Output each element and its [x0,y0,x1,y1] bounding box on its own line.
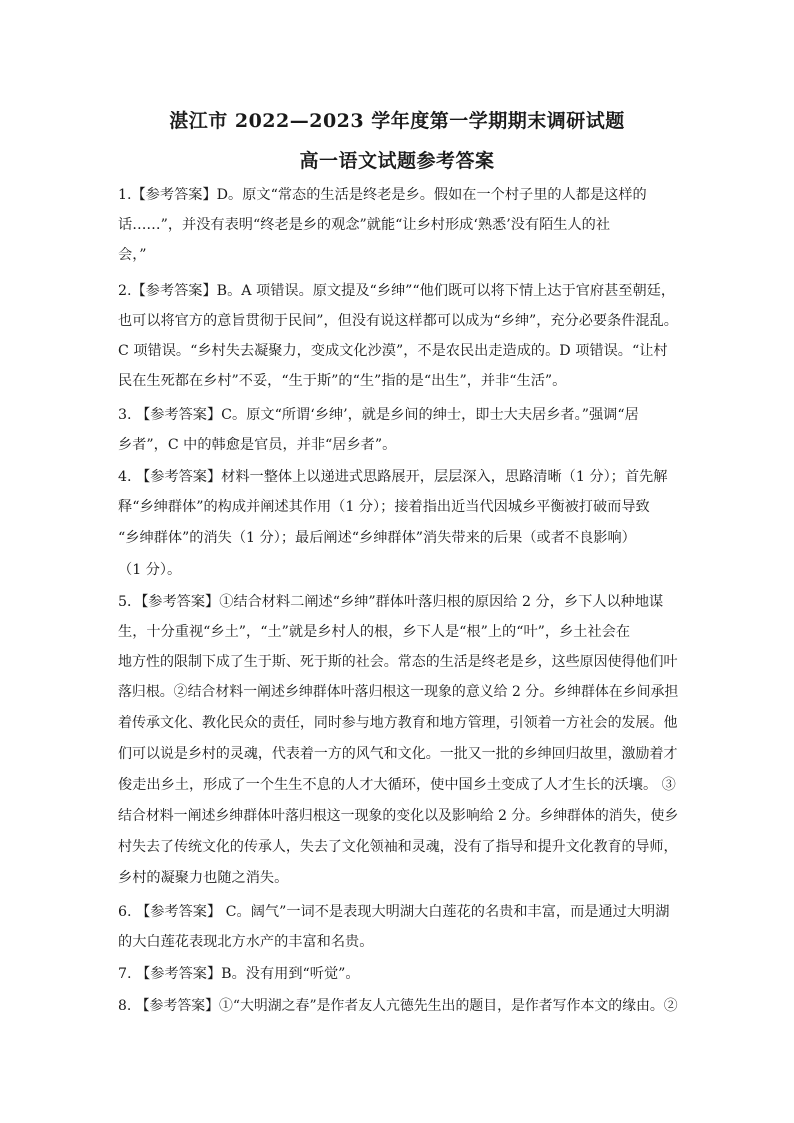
answer-line: 乡村的凝聚力也随之消失。 [118,870,289,886]
answer-line: 的大白莲花表现北方水产的丰富和名贵。 [118,934,374,950]
answer-line: 也可以将官方的意旨贯彻于民间”，但没有说这样都可以成为“乡绅”，充分必要条件混乱。 [118,313,678,329]
answer-line: 4. 【参考答案】材料一整体上以递进式思路展开，层层深入，思路清晰（1 分）；首先解 [118,469,668,485]
document-title: 湛江市 2022—2023 学年度第一学期期末调研试题 [169,110,625,132]
answer-line: 3. 【参考答案】C。原文“所谓‘乡绅’，就是乡间的绅士，即士大夫居乡者。”强调“居 [118,407,639,423]
answer-line: 1.【参考答案】D。原文“常态的生活是终老是乡。假如在一个村子里的人都是这样的 [118,187,647,203]
answer-line: 7. 【参考答案】B。没有用到“听觉”。 [118,966,360,982]
answer-line: 6. 【参考答案】 C。阔气”一词不是表现大明湖大白莲花的名贵和丰富，而是通过大明湖 [118,904,670,920]
answer-line: 5．【参考答案】①结合材料二阐述“乡绅”群体叶落归根的原因给 2 分，乡下人以种地谋 [118,594,664,610]
answer-line: C 项错误。“乡村失去凝聚力，变成文化沙漠”，不是农民出走造成的。D 项错误。“让村 [118,343,668,359]
answer-line: 话……”，并没有表明“终老是乡的观念”就能“让乡村形成‘熟悉’没有陌生人的社 [118,217,611,233]
document-subtitle: 高一语文试题参考答案 [299,150,495,172]
answer-line: 村失去了传统文化的传承人，失去了文化领袖和灵魂，没有了指导和提升文化教育的导师， [118,839,678,855]
answer-line: 们可以说是乡村的灵魂，代表着一方的风气和文化。一批又一批的乡绅回归故里，激励着才 [118,746,678,762]
answer-line: 乡者”，C 中的韩愈是官员，并非“居乡者”。 [118,437,397,453]
answer-line: 8. 【参考答案】①“大明湖之春”是作者友人亢德先生出的题目，是作者写作本文的缘由。② [118,998,678,1014]
answer-line: 民在生死都在乡村”不妥，“生于斯”的“生”指的是“出生”，并非“生活”。 [118,373,567,389]
answer-line: 落归根。②结合材料一阐述乡绅群体叶落归根这一现象的意义给 2 分。乡绅群体在乡间承担 [118,684,679,700]
answer-line: 会，” [118,247,147,263]
answer-line: 2.【参考答案】B。A 项错误。原文提及“乡绅”“他们既可以将下情上达于官府甚至朝廷， [118,283,676,299]
answer-line: 俊走出乡土，形成了一个生生不息的人才大循环，使中国乡土变成了人才生长的沃壤。 ③ [118,777,676,793]
answer-line: 结合材料一阐述乡绅群体叶落归根这一现象的变化以及影响给 2 分。乡绅群体的消失，使乡 [118,808,679,824]
answer-line: 着传承文化、教化民众的责任，同时参与地方教育和地方管理，引领着一方社会的发展。他 [118,715,678,731]
answer-line: （1 分）。 [118,562,182,578]
answer-line: “乡绅群体”的消失（1 分）；最后阐述“乡绅群体”消失带来的后果（或者不良影响） [118,530,636,546]
answer-line: 地方性的限制下成了生于斯、死于斯的社会。常态的生活是终老是乡，这些原因使得他们叶 [118,654,678,670]
answer-line: 释“乡绅群体”的构成并阐述其作用（1 分）；接着指出近当代因城乡平衡被打破而导致 [118,499,650,515]
answer-line: 生，十分重视“乡土”，“土”就是乡村人的根，乡下人是“根”上的“叶”，乡土社会在 [118,624,631,640]
